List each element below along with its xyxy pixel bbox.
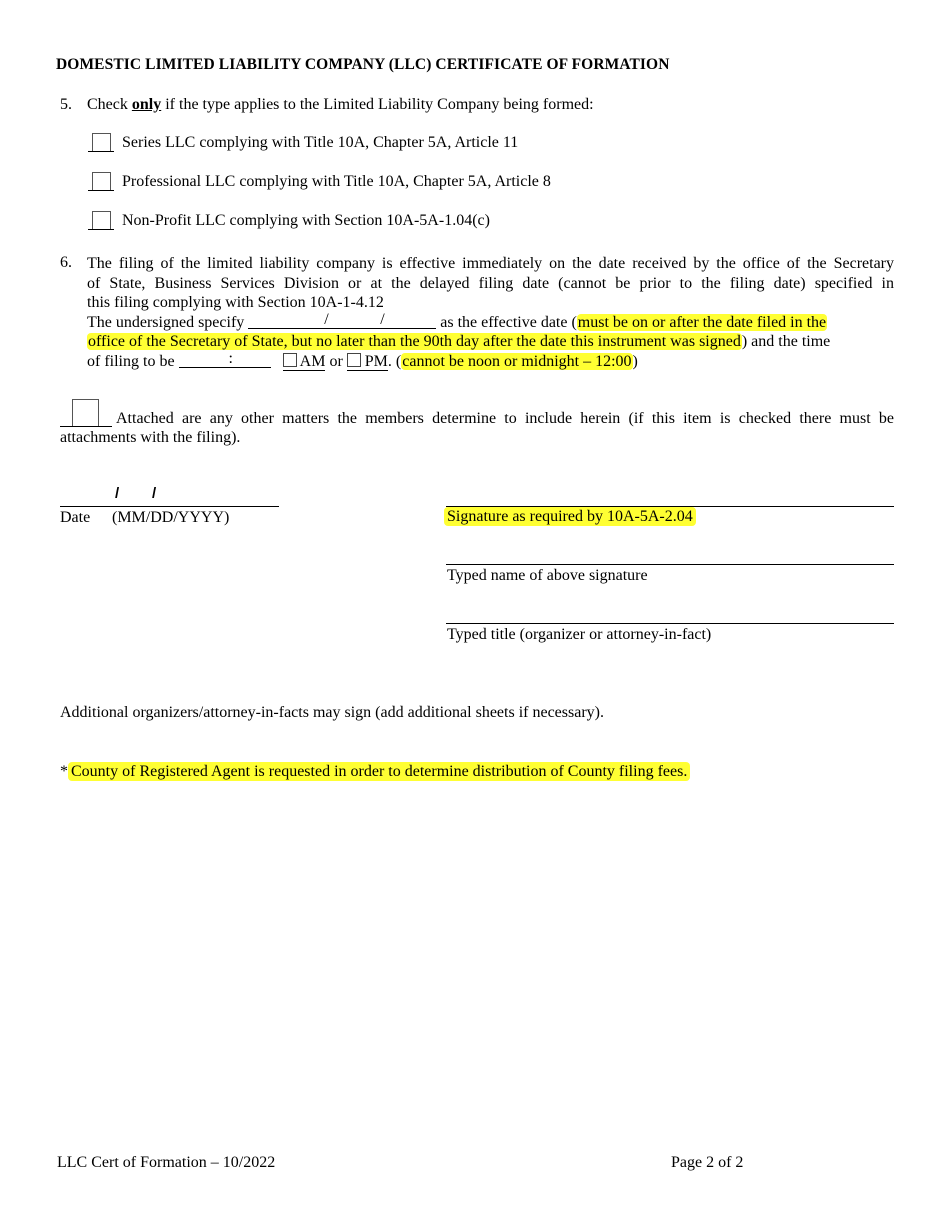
specify-suffix: as the effective date ( bbox=[440, 313, 577, 331]
option-series-llc[interactable] bbox=[88, 132, 518, 152]
signature-label bbox=[444, 508, 696, 526]
effective-date-note-row bbox=[87, 332, 894, 352]
specify-prefix: The undersigned specify bbox=[87, 313, 245, 331]
time-sep: : bbox=[228, 349, 233, 367]
pm-option[interactable] bbox=[347, 353, 388, 371]
checkbox-icon bbox=[92, 172, 111, 190]
effective-date-row bbox=[87, 310, 894, 333]
option-nonprofit-llc[interactable] bbox=[88, 210, 490, 230]
checkbox-icon bbox=[92, 133, 111, 151]
attachments-checkbox-field[interactable] bbox=[60, 398, 112, 427]
footer-form-id: LLC Cert of Formation – 10/2022 bbox=[57, 1154, 276, 1171]
county-note-asterisk: * bbox=[60, 763, 68, 780]
time-prefix: of filing to be bbox=[87, 352, 175, 370]
signing-date-sep-2: / bbox=[152, 485, 157, 502]
signing-date-sep-1: / bbox=[115, 485, 120, 502]
item-5-text-bold: only bbox=[131, 96, 162, 113]
county-note bbox=[60, 763, 690, 781]
signature-label-text: Signature as required by 10A-5A-2.04 bbox=[444, 507, 696, 526]
paren-open: . ( bbox=[387, 352, 402, 370]
item-6-paragraph bbox=[87, 254, 894, 372]
effective-date-note-1: must be on or after the date filed in the bbox=[577, 313, 827, 331]
am-option[interactable] bbox=[283, 353, 326, 371]
typed-title-line[interactable] bbox=[446, 623, 894, 624]
page-title: DOMESTIC LIMITED LIABILITY COMPANY (LLC) CERTIFICATE OF FORMATION bbox=[56, 56, 670, 73]
nonprofit-llc-label: Non-Profit LLC complying with Section 10A-5A-1.04(c) bbox=[122, 212, 490, 229]
filing-time-input[interactable] bbox=[179, 349, 271, 368]
or-text: or bbox=[329, 352, 343, 370]
effective-date-input[interactable] bbox=[248, 310, 436, 329]
county-note-text: County of Registered Agent is requested in order to determine distribution of County filing fees. bbox=[68, 762, 690, 781]
checkbox-icon bbox=[92, 211, 111, 229]
footer-page-number: Page 2 of 2 bbox=[671, 1154, 744, 1171]
professional-llc-label: Professional LLC complying with Title 10A, Chapter 5A, Article 8 bbox=[122, 173, 551, 190]
paren-close: ) bbox=[632, 352, 638, 370]
item-6-line-2: of State, Business Services Division or at the delayed filing date (cannot be prior to the filing date) specified in bbox=[87, 274, 894, 292]
noon-note: cannot be noon or midnight – 12:00 bbox=[402, 352, 632, 370]
am-label: AM bbox=[299, 352, 326, 370]
filing-time-row bbox=[87, 349, 894, 372]
after-highlight: ) and the time bbox=[741, 333, 831, 351]
option-professional-llc[interactable] bbox=[88, 171, 551, 191]
checkbox-icon bbox=[72, 399, 99, 426]
signing-date-input[interactable] bbox=[60, 485, 279, 507]
attached-line-1: Attached are any other matters the members determine to include herein (if this item is checked there must be bbox=[116, 410, 894, 427]
date-format: (MM/DD/YYYY) bbox=[112, 509, 230, 526]
typed-name-label: Typed name of above signature bbox=[447, 567, 648, 584]
additional-organizers-note: Additional organizers/attorney-in-facts may sign (add additional sheets if necessary). bbox=[60, 704, 604, 721]
item-6-line-1: The filing of the limited liability company is effective immediately on the date received by the office of the Secretary bbox=[87, 255, 894, 272]
series-llc-label: Series LLC complying with Title 10A, Chapter 5A, Article 11 bbox=[122, 134, 519, 151]
item-5-text-after: if the type applies to the Limited Liability Company being formed: bbox=[161, 96, 594, 113]
professional-llc-checkbox[interactable] bbox=[88, 171, 114, 191]
item-6-line-3: this filing complying with Section 10A-1-4.12 bbox=[87, 294, 384, 312]
pm-checkbox[interactable] bbox=[347, 353, 361, 367]
effective-date-note-2: office of the Secretary of State, but no later than the 90th day after the date this instrument was signed bbox=[88, 333, 741, 351]
series-llc-checkbox[interactable] bbox=[88, 132, 114, 152]
date-sep-1: / bbox=[324, 310, 329, 328]
item-6-number: 6. bbox=[60, 254, 72, 271]
item-5-instruction bbox=[87, 96, 594, 114]
item-5-number: 5. bbox=[60, 96, 72, 113]
date-label: Date bbox=[60, 509, 91, 526]
item-5-text-before: Check bbox=[87, 96, 132, 113]
attached-line-2: attachments with the filing). bbox=[60, 429, 241, 446]
am-checkbox[interactable] bbox=[283, 353, 297, 367]
typed-name-line[interactable] bbox=[446, 564, 894, 565]
nonprofit-llc-checkbox[interactable] bbox=[88, 210, 114, 230]
typed-title-label: Typed title (organizer or attorney-in-fact) bbox=[447, 626, 712, 643]
date-sep-2: / bbox=[380, 310, 385, 328]
pm-label: PM bbox=[364, 352, 388, 370]
